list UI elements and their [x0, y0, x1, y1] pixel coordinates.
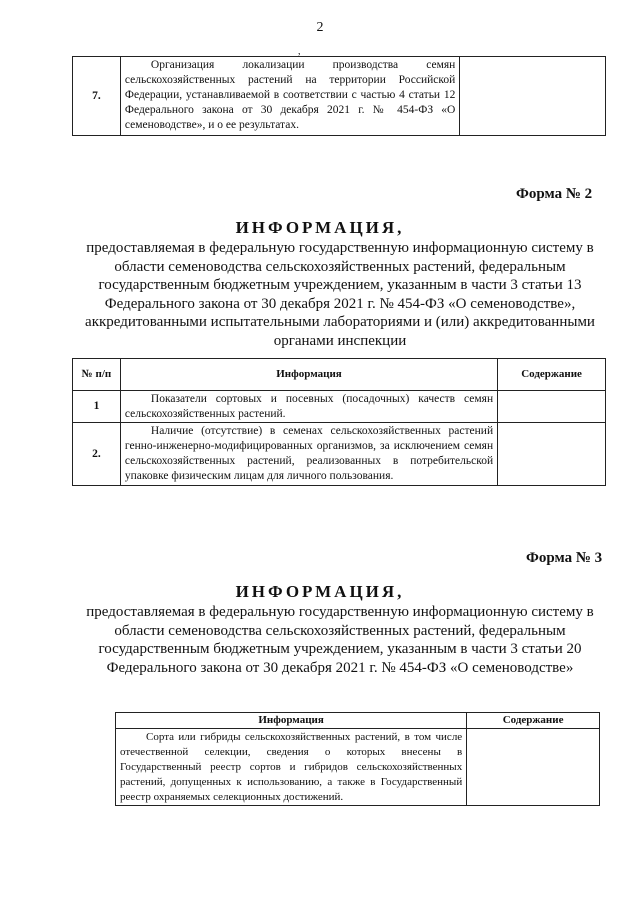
- row-info: Наличие (отсутствие) в семенах сельскохозяйственных растений генно-инженерно-модифицированных организмов, за исключением семян сельскохозяйственных растений, реализованных в потребительской упаковке физическим лицам для личного пользования.: [120, 423, 497, 486]
- form-3-label: Форма № 3: [526, 550, 603, 566]
- table-header-row: [116, 713, 600, 729]
- table-row: [116, 729, 600, 806]
- row-info: Сорта или гибриды сельскохозяйственных растений, в том числе отечественной селекции, сведения о которых внесены в Государственный реестр сортов и гибридов сельскохозяйственных растений, допущенных к использованию, а также в Государственный реестр охраняемых селекционных достижений.: [116, 729, 467, 806]
- form-2-heading: ИНФОРМАЦИЯ,: [235, 218, 405, 237]
- form-3-heading: ИНФОРМАЦИЯ,: [235, 582, 405, 601]
- table-header-row: [73, 359, 606, 391]
- header-content: Содержание: [498, 359, 606, 391]
- row-info: Показатели сортовых и посевных (посадочных) качеств семян сельскохозяйственных растений.: [120, 391, 497, 423]
- row-content: [460, 57, 606, 136]
- row-info: Организация локализации производства семян сельскохозяйственных растений на территории Российской Федерации, устанавливаемой в соответствии с частью 4 статьи 12 Федерального закона от 30 декабря 2021 г. № 454-ФЗ «О семеноводстве», и о ее результатах.: [120, 57, 459, 136]
- form-2-table: [72, 358, 606, 486]
- table-row: [73, 391, 606, 423]
- stray-mark: ,: [298, 46, 301, 57]
- header-content: Содержание: [467, 713, 600, 729]
- row-number: 1: [73, 391, 121, 423]
- form-2-subtitle: предоставляемая в федеральную государственную информационную систему в области семеноводства сельскохозяйственных растений, федеральным государственным бюджетным учреждением, указанным в части 3 статьи 13 Федерального закона от 30 декабря 2021 г. № 454-ФЗ «О семеноводстве», аккредитованными испытательными лабораториями и (или) аккредитованными органами инспекции: [85, 240, 595, 349]
- form-3-subtitle: предоставляемая в федеральную государственную информационную систему в области семеноводства сельскохозяйственных растений, федеральным государственным бюджетным учреждением, указанным в части 3 статьи 20 Федерального закона от 30 декабря 2021 г. № 454-ФЗ «О семеноводстве»: [86, 604, 594, 676]
- row-content: [498, 391, 606, 423]
- row-content: [467, 729, 600, 806]
- header-info: Информация: [120, 359, 497, 391]
- page-number: 2: [316, 20, 324, 35]
- table-row: [73, 423, 606, 486]
- form-3-table: [115, 712, 600, 806]
- continuation-table: [72, 56, 606, 136]
- header-info: Информация: [116, 713, 467, 729]
- row-content: [498, 423, 606, 486]
- form-2-label: Форма № 2: [516, 186, 593, 202]
- row-number: 7.: [73, 57, 121, 136]
- row-number: 2.: [73, 423, 121, 486]
- header-num: № п/п: [73, 359, 121, 391]
- table-row: [73, 57, 606, 136]
